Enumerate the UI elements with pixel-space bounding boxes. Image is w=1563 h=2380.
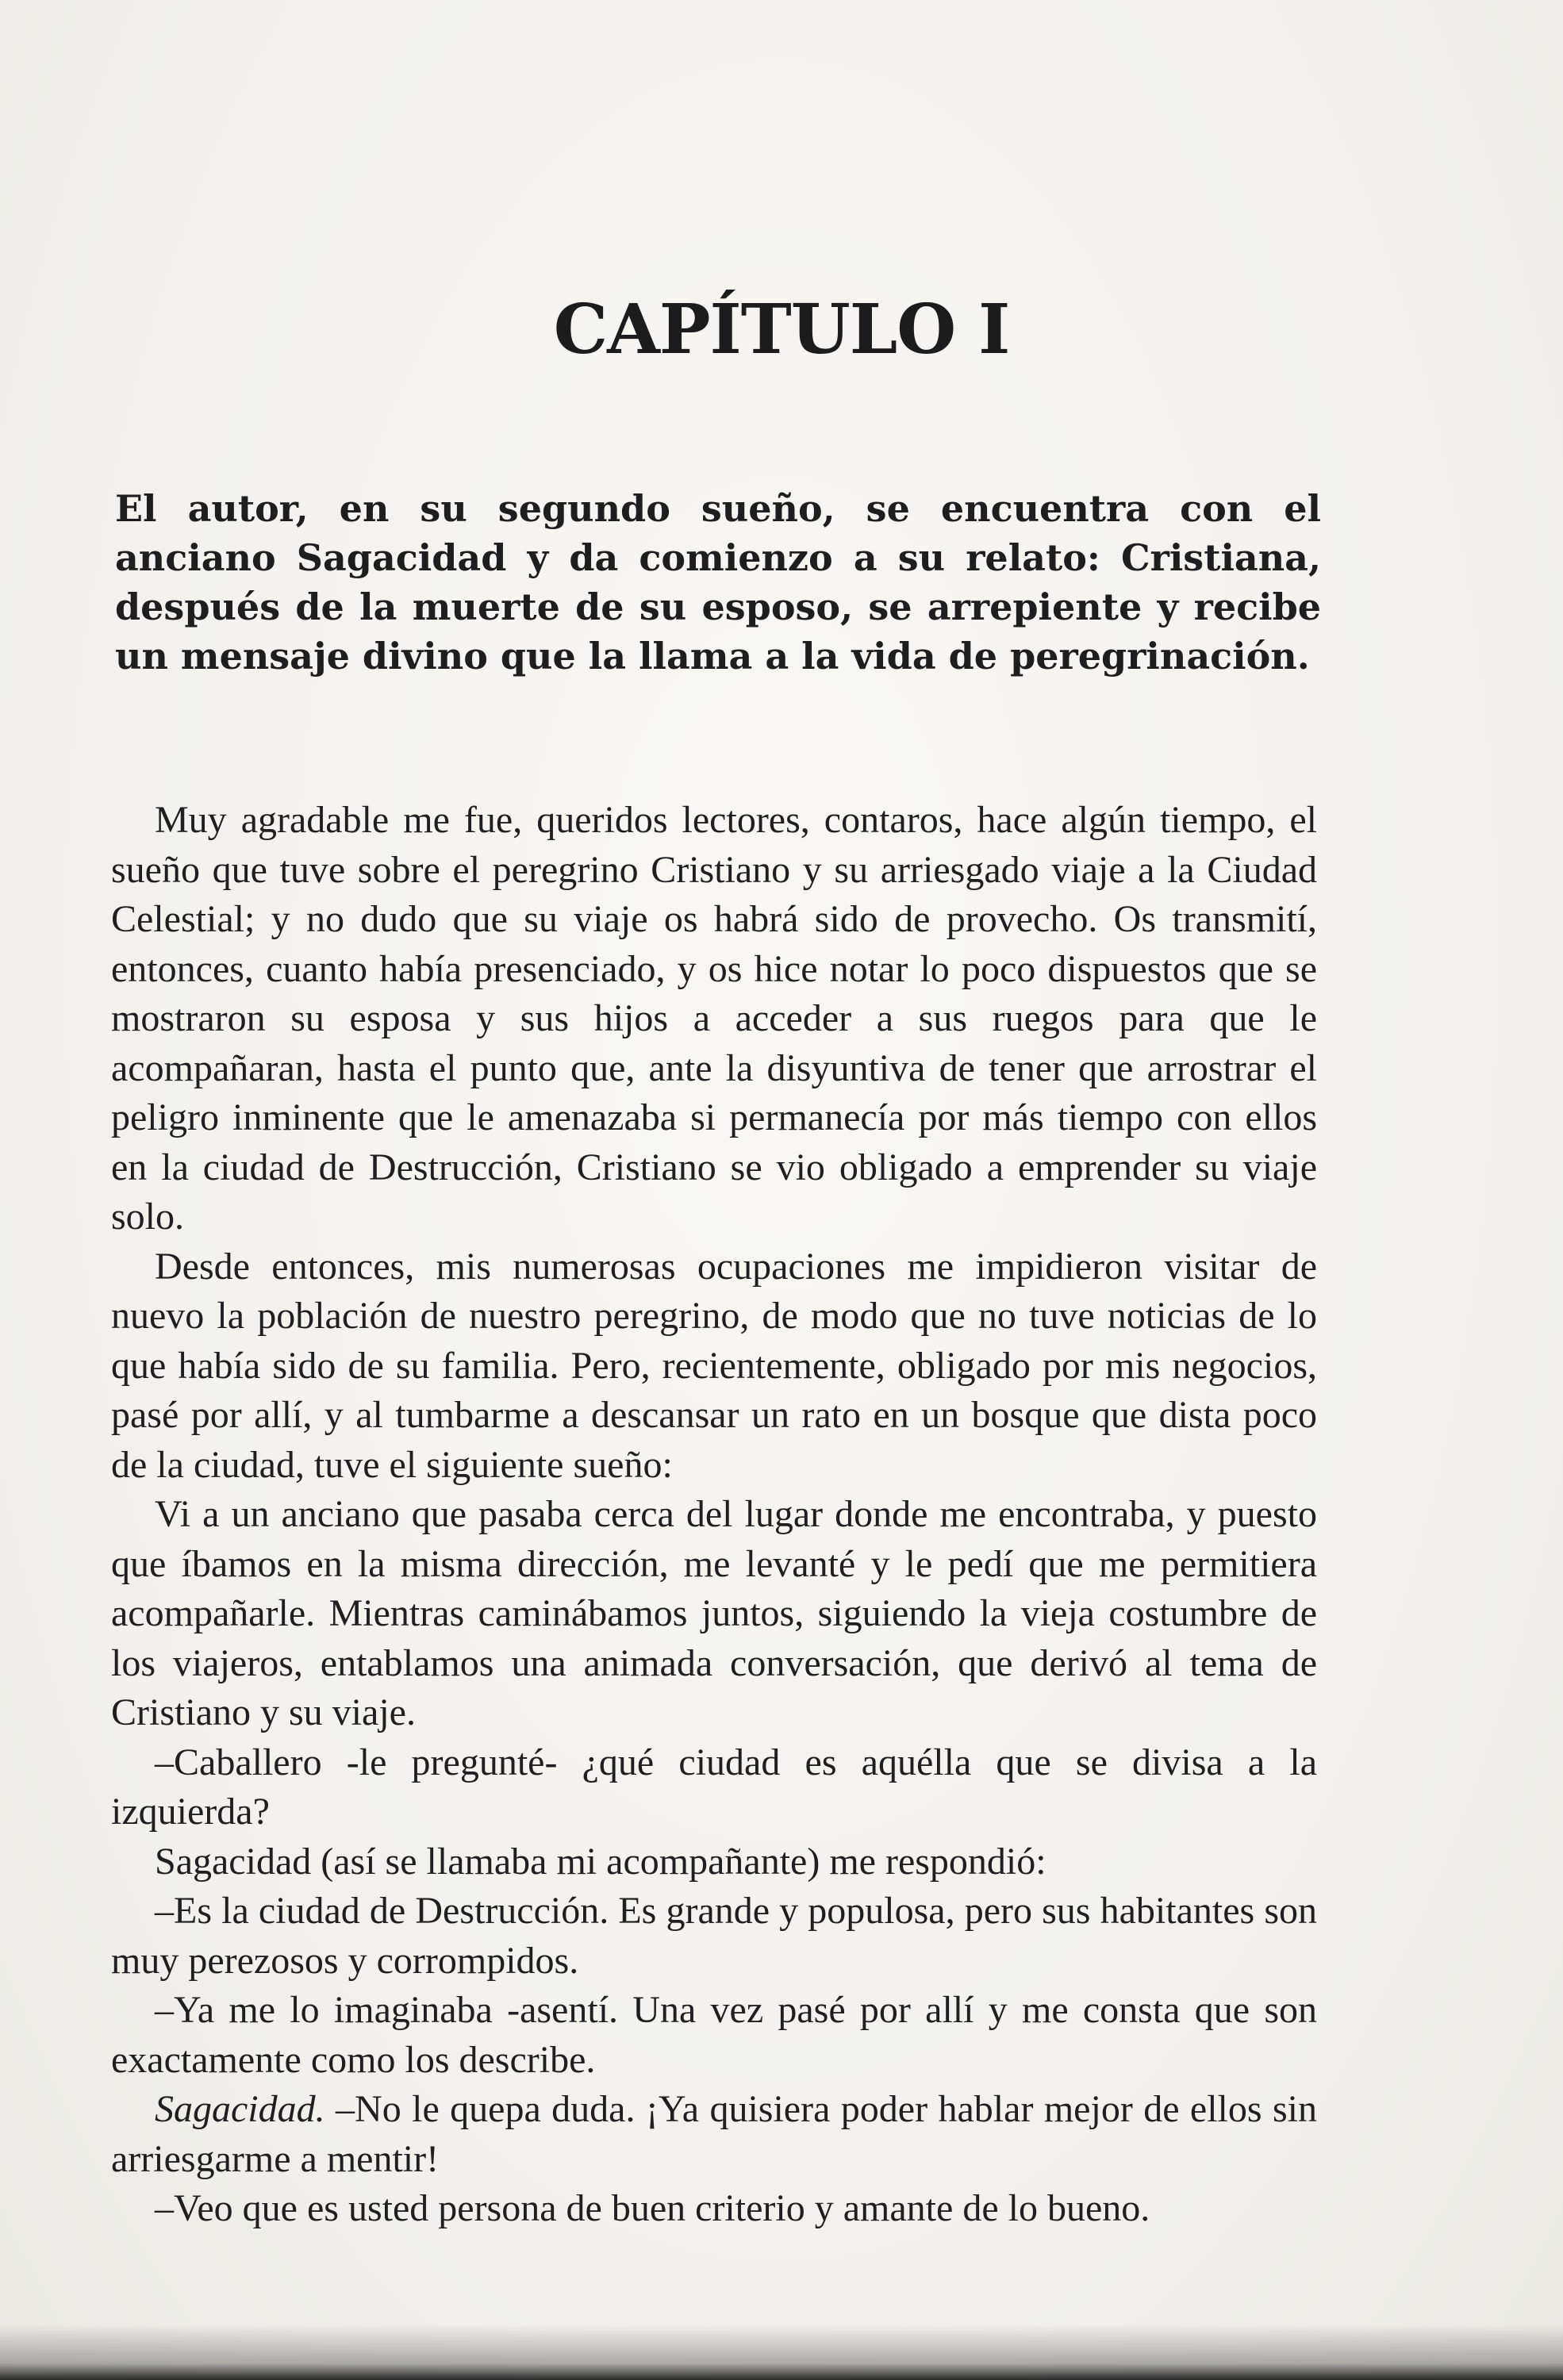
chapter-summary: El autor, en su segundo sueño, se encuentra con el anciano Sagacidad y da comienzo a su relato: Cristiana, después de la muerte de su esposo, se arrepiente y recibe un mensaje divino que la llama a la vida de peregrinación.: [115, 487, 1321, 678]
chapter-title: CAPÍTULO I: [553, 290, 1010, 370]
speaker-name: Sagacidad.: [155, 2088, 325, 2130]
paragraph: –Veo que es usted persona de buen criterio y amante de lo bueno.: [155, 2187, 1150, 2229]
paragraph: –Es la ciudad de Destrucción. Es grande y populosa, pero sus habitantes son muy perezosos y corrompidos.: [111, 1890, 1317, 1982]
paragraph: –Ya me lo imaginaba -asentí. Una vez pasé por allí y me consta que son exactamente como los describe.: [111, 1989, 1317, 2081]
page-edge-shadow: [0, 2324, 1563, 2380]
paragraph: Muy agradable me fue, queridos lectores, contaros, hace algún tiempo, el sueño que tuve sobre el peregrino Cristiano y su arriesgado viaje a la Ciudad Celestial; y no dudo que su viaje os habrá sido de provecho. Os transmití, entonces, cuanto había presenciado, y os hice notar lo poco dispuestos que se mostraron su esposa y sus hijos a acceder a sus ruegos para que le acompañaran, hasta el punto que, ante la disyuntiva de tener que arrostrar el peligro inminente que le amenazaba si permanecía por más tiempo con ellos en la ciudad de Destrucción, Cristiano se vio obligado a emprender su viaje solo.: [111, 799, 1317, 1238]
dialogue-paragraph: [111, 2085, 1317, 2184]
paragraph: Sagacidad (así se llamaba mi acompañante) me respondió:: [155, 1840, 1046, 1883]
chapter-body: [111, 796, 1317, 2234]
paragraph: Desde entonces, mis numerosas ocupaciones me impidieron visitar de nuevo la población de nuestro peregrino, de modo que no tuve noticias de lo que había sido de su familia. Pero, recientemente, obligado por mis negocios, pasé por allí, y al tumbarme a descansar un rato en un bosque que dista poco de la ciudad, tuve el siguiente sueño:: [111, 1245, 1317, 1486]
dialogue-text: –No le quepa duda. ¡Ya quisiera poder hablar mejor de ellos sin arriesgarme a mentir!: [111, 2088, 1317, 2180]
paragraph: –Caballero -le pregunté- ¿qué ciudad es aquélla que se divisa a la izquierda?: [111, 1741, 1317, 1833]
paragraph: Vi a un anciano que pasaba cerca del lugar donde me encontraba, y puesto que íbamos en la misma dirección, me levanté y le pedí que me permitiera acompañarle. Mientras caminábamos juntos, siguiendo la vieja costumbre de los viajeros, entablamos una animada conversación, que derivó al tema de Cristiano y su viaje.: [111, 1493, 1317, 1733]
